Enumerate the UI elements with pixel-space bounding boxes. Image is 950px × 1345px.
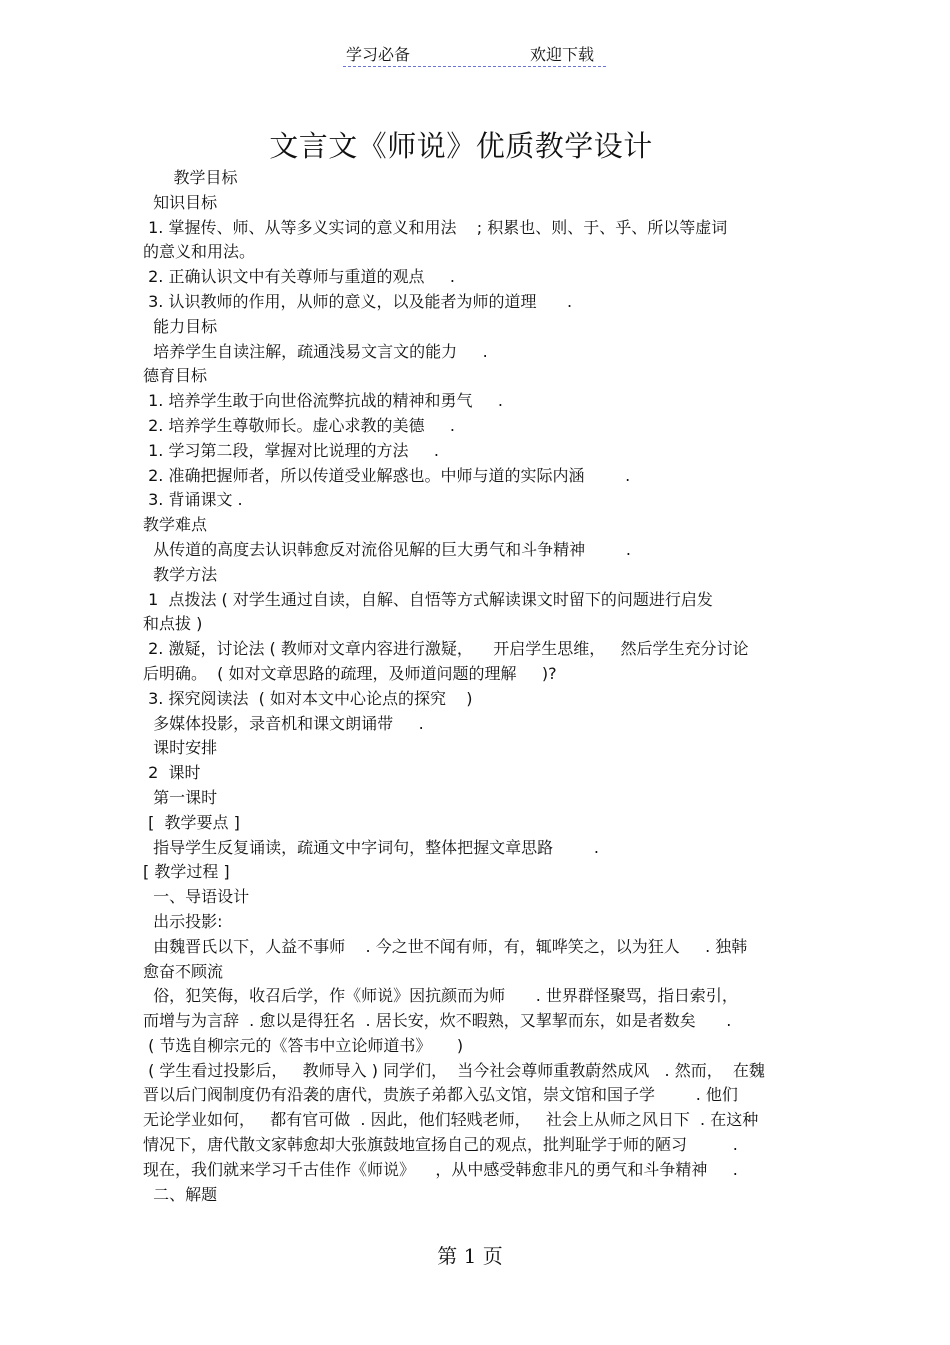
text-line: 多媒体投影，录音机和课文朗诵带 . (143, 713, 424, 733)
text-line: 由魏晋氏以下，人益不事师 . 今之世不闻有师，有，辄哗笑之，以为狂人 . 独韩 (143, 936, 748, 956)
text-line: 知识目标 (143, 192, 218, 212)
text-line: 后明确。 ( 如对文章思路的疏理，及师道问题的理解 )? (143, 663, 557, 683)
header-left-text: 学习必备 (346, 45, 411, 64)
text-line: ( 学生看过投影后， 教师导入 ) 同学们， 当今社会尊师重教蔚然成风 . 然而， 在魏 (143, 1060, 765, 1080)
text-line: [ 教学过程 ] (143, 862, 230, 882)
text-line: 2. 正确认识文中有关尊师与重道的观点 . (143, 267, 455, 287)
text-line: 3. 背诵课文 . (143, 490, 243, 510)
document-body (143, 166, 808, 1207)
text-line: 现在，我们就来学习千古佳作《师说》 ，从中感受韩愈非凡的勇气和斗争精神 . (143, 1159, 738, 1179)
text-line: 能力目标 (143, 316, 218, 336)
text-line: 培养学生自读注解，疏通浅易文言文的能力 . (143, 341, 488, 361)
text-line: 教学目标 (143, 168, 238, 187)
text-line: 2. 激疑，讨论法 ( 教师对文章内容进行激疑， 开启学生思维， 然后学生充分讨论 (143, 639, 749, 659)
page-number: 第 1 页 (437, 1244, 503, 1268)
text-line: 俗，犯笑侮，收召后学，作《师说》因抗颜而为师 . 世界群怪聚骂，指日索引， (143, 986, 738, 1006)
text-line: 从传道的高度去认识韩愈反对流俗见解的巨大勇气和斗争精神 . (143, 539, 631, 559)
text-line: 第一课时 (143, 787, 218, 807)
text-line: 1 点拨法 ( 对学生通过自读，自解、自悟等方式解读课文时留下的问题进行启发 (143, 589, 713, 609)
text-line: 无论学业如何， 都有官可做 . 因此，他们轻贱老师， 社会上从师之风日下 . 在这种 (143, 1110, 759, 1130)
text-line: 情况下，唐代散文家韩愈却大张旗鼓地宣扬自己的观点，批判耻学于师的陋习 . (143, 1135, 738, 1155)
header-right-text: 欢迎下载 (530, 45, 595, 64)
text-line: 教学方法 (143, 564, 218, 584)
text-line: 而增与为言辞 . 愈以是得狂名 . 居长安，炊不暇熟，又挈挈而东，如是者数矣 . (143, 1011, 732, 1031)
text-line: 2 课时 (143, 763, 201, 783)
document-title: 文言文《师说》优质教学设计 (269, 129, 653, 163)
text-line: 3. 认识教师的作用，从师的意义，以及能者为师的道理 . (143, 291, 573, 311)
text-line: 教学难点 (143, 515, 208, 535)
text-line: 的意义和用法。 (143, 242, 256, 262)
text-line: ( 节选自柳宗元的《答韦中立论师道书》 ) (143, 1035, 464, 1055)
text-line: 和点拔 ) (143, 614, 203, 634)
text-line: 1. 掌握传、师、从等多义实词的意义和用法 ; 积累也、则、于、乎、所以等虚词 (143, 217, 728, 237)
text-line: 一、导语设计 (143, 887, 250, 907)
text-line: 二、解题 (143, 1184, 218, 1204)
text-line: 1. 学习第二段，掌握对比说理的方法 . (143, 440, 439, 460)
text-line: 出示投影: (143, 911, 223, 931)
text-line: [ 教学要点 ] (143, 812, 240, 832)
text-line: 晋以后门阀制度仍有沿袭的唐代，贵族子弟都入弘文馆，崇文馆和国子学 . 他们 (143, 1085, 738, 1105)
page-header (343, 40, 606, 67)
text-line: 2. 培养学生尊敬师长。虚心求教的美德 . (143, 415, 455, 435)
text-line: 德育目标 (143, 366, 208, 386)
text-line: 3. 探究阅读法 ( 如对本文中心论点的探究 ) (143, 688, 473, 708)
text-line: 1. 培养学生敢于向世俗流弊抗战的精神和勇气 . (143, 391, 503, 411)
text-line: 课时安排 (143, 738, 218, 758)
text-line: 指导学生反复诵读，疏通文中字词句，整体把握文章思路 . (143, 837, 599, 857)
text-line: 愈奋不顾流 (143, 961, 224, 981)
text-line: 2. 准确把握师者，所以传道受业解惑也。中师与道的实际内涵 . (143, 465, 631, 485)
